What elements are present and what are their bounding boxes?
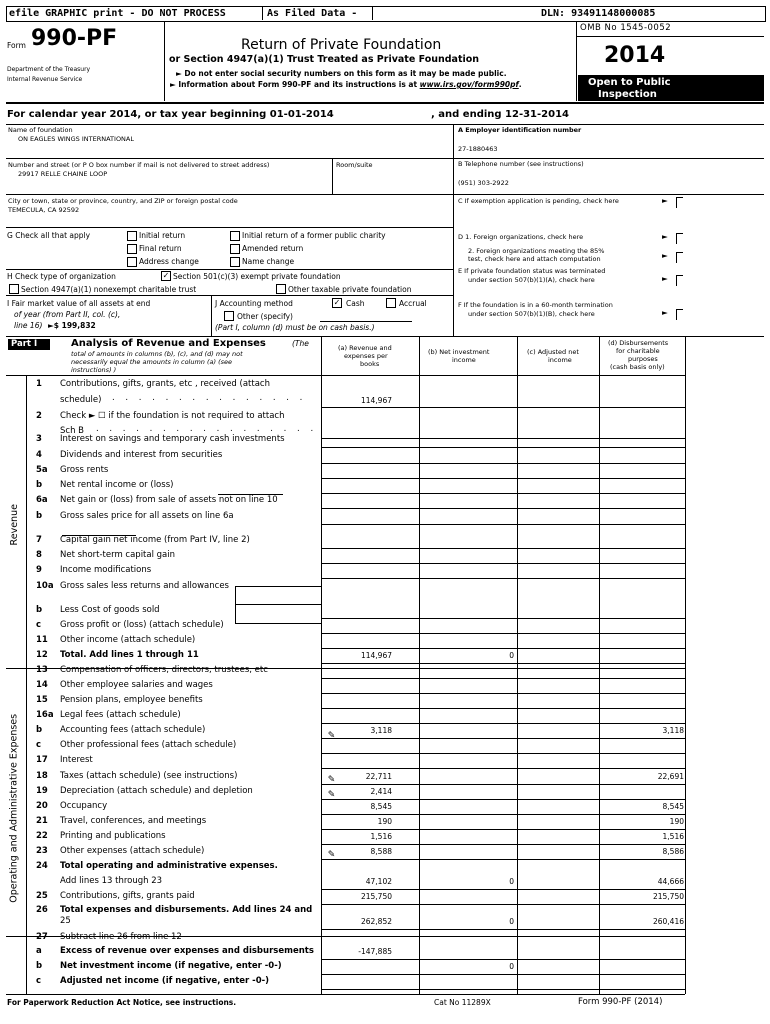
row-sep bbox=[322, 768, 685, 769]
row-dots: . . . . . . . . . . . . . . . . . bbox=[96, 424, 318, 434]
d2-arrow: ► bbox=[662, 251, 668, 260]
row-label: Income modifications bbox=[60, 565, 152, 575]
cell-b: 0 bbox=[509, 962, 514, 971]
row-sep bbox=[322, 548, 685, 549]
row-label: Contributions, gifts, grants, etc , received (attach bbox=[60, 379, 270, 389]
row-num: a bbox=[36, 946, 42, 956]
row-sep bbox=[322, 859, 685, 860]
org-line-3 bbox=[6, 227, 453, 228]
row-num: 7 bbox=[36, 535, 42, 545]
cell-a: 3,118 bbox=[370, 726, 392, 735]
row-num: b bbox=[36, 605, 43, 615]
street-label: Number and street (or P O box number if mail is not delivered to street address) bbox=[8, 161, 270, 169]
org-divider bbox=[453, 124, 454, 336]
row-sep bbox=[322, 407, 685, 408]
row-num: 16a bbox=[36, 710, 54, 720]
other-method-checkbox[interactable] bbox=[224, 311, 234, 321]
omb-line bbox=[576, 36, 764, 37]
5b-line bbox=[218, 494, 283, 495]
row-sep bbox=[322, 738, 685, 739]
attachment-icon[interactable]: ✎ bbox=[327, 850, 336, 860]
attachment-icon[interactable]: ✎ bbox=[327, 790, 336, 800]
row-sep bbox=[322, 974, 685, 975]
row-label: Interest bbox=[60, 755, 93, 765]
row-sep bbox=[322, 678, 685, 679]
amended-return-checkbox[interactable] bbox=[230, 244, 240, 254]
cell-a: 8,545 bbox=[370, 802, 392, 811]
row-num: 2 bbox=[36, 411, 42, 421]
g-label: G Check all that apply bbox=[7, 231, 91, 240]
e-label-2: under section 507(b)(1)(A), check here bbox=[468, 276, 595, 284]
foundation-name-label: Name of foundation bbox=[8, 126, 73, 134]
row-label: Capital gain net income (from Part IV, line 2) bbox=[60, 535, 250, 545]
row-label: Add lines 13 through 23 bbox=[60, 876, 163, 886]
row-sep bbox=[322, 663, 685, 664]
phone-value: (951) 303-2922 bbox=[458, 179, 509, 187]
row-num: 14 bbox=[36, 680, 48, 690]
ein-label: A Employer identification number bbox=[458, 126, 582, 134]
room-divider bbox=[332, 158, 333, 194]
row-label: Depreciation (attach schedule) and depletion bbox=[60, 786, 253, 796]
side-divider bbox=[26, 375, 27, 994]
fmv-value: ►$ 199,832 bbox=[48, 321, 96, 330]
row-label: Gross rents bbox=[60, 465, 109, 475]
j-label: J Accounting method bbox=[215, 299, 293, 308]
row-sep bbox=[322, 829, 685, 830]
row-label: Net gain or (loss) from sale of assets not on line 10 bbox=[60, 495, 278, 505]
other-method-label: Other (specify) bbox=[237, 312, 293, 321]
row-label: Travel, conferences, and meetings bbox=[60, 816, 207, 826]
row-sep bbox=[322, 753, 685, 754]
row-num: 1 bbox=[36, 379, 42, 389]
f-checkbox[interactable] bbox=[676, 309, 683, 320]
cell-d: 3,118 bbox=[662, 726, 684, 735]
part1-desc-3: instructions) ) bbox=[71, 366, 117, 374]
year-divider bbox=[576, 21, 577, 101]
header-divider-2 bbox=[372, 6, 373, 20]
row-num: 20 bbox=[36, 801, 48, 811]
row-num: 9 bbox=[36, 565, 42, 575]
c-arrow: ► bbox=[662, 196, 668, 205]
irs-link[interactable]: www.irs.gov/form990pf bbox=[419, 80, 519, 89]
row-num: 13 bbox=[36, 665, 48, 675]
row-num: 26 bbox=[36, 905, 48, 915]
cell-d: 22,691 bbox=[657, 772, 684, 781]
cell-a: 114,967 bbox=[360, 651, 392, 660]
row-label: Net investment income (if negative, enter -0-) bbox=[60, 961, 282, 971]
row-num: 6a bbox=[36, 495, 48, 505]
row-sep bbox=[322, 648, 685, 649]
row-label: Other professional fees (attach schedule) bbox=[60, 740, 237, 750]
row-num: b bbox=[36, 725, 43, 735]
footer-form: Form 990-PF (2014) bbox=[578, 997, 663, 1007]
row-num: b bbox=[36, 480, 43, 490]
cash-label: Cash bbox=[346, 299, 365, 308]
row-label: Pension plans, employee benefits bbox=[60, 695, 203, 705]
ij-divider bbox=[211, 295, 212, 336]
row-label: Accounting fees (attach schedule) bbox=[60, 725, 206, 735]
cell-d: 1,516 bbox=[662, 832, 684, 841]
10a-mid bbox=[235, 604, 321, 605]
row-num: 8 bbox=[36, 550, 42, 560]
i-label-3: line 16) bbox=[14, 321, 43, 330]
e-checkbox[interactable] bbox=[676, 275, 683, 286]
row-num: 27 bbox=[36, 932, 48, 942]
row-num: 3 bbox=[36, 434, 42, 444]
row-label: 25 bbox=[60, 916, 71, 926]
ein-value: 27-1880463 bbox=[458, 145, 498, 153]
notice-ssn: ► Do not enter social security numbers on this form as it may be made public. bbox=[176, 69, 507, 78]
row-label: Net rental income or (loss) bbox=[60, 480, 174, 490]
row-label: Other expenses (attach schedule) bbox=[60, 846, 205, 856]
d1-label: D 1. Foreign organizations, check here bbox=[458, 233, 584, 241]
name-change-checkbox[interactable] bbox=[230, 257, 240, 267]
foundation-name: ON EAGLES WINGS INTERNATIONAL bbox=[18, 135, 134, 143]
row-sep bbox=[322, 844, 685, 845]
row-sep bbox=[322, 784, 685, 785]
row-sep bbox=[322, 904, 685, 905]
row-sep bbox=[322, 723, 685, 724]
row-label: Compensation of officers, directors, trustees, etc bbox=[60, 665, 268, 675]
row-num: 4 bbox=[36, 450, 42, 460]
form-number: 990-PF bbox=[31, 26, 118, 51]
row-label: Subtract line 26 from line 12 bbox=[60, 932, 182, 942]
cell-d: 215,750 bbox=[652, 892, 684, 901]
row-label: Total. Add lines 1 through 11 bbox=[60, 650, 199, 660]
c-exemption-label: C If exemption application is pending, check here bbox=[458, 197, 619, 205]
row-label: Taxes (attach schedule) (see instructions) bbox=[60, 771, 238, 781]
row-num: 11 bbox=[36, 635, 48, 645]
row-label: Less Cost of goods sold bbox=[60, 605, 160, 615]
row-label: Gross profit or (loss) (attach schedule) bbox=[60, 620, 224, 630]
row-sep bbox=[322, 989, 685, 990]
header-divider bbox=[262, 6, 263, 20]
row-num: 17 bbox=[36, 755, 48, 765]
final-return-checkbox[interactable] bbox=[127, 244, 137, 254]
c-checkbox[interactable] bbox=[676, 197, 683, 208]
cell-a: 1,516 bbox=[370, 832, 392, 841]
as-filed-label: As Filed Data - bbox=[267, 8, 358, 19]
row-num: b bbox=[36, 961, 43, 971]
part1-top-line bbox=[6, 336, 764, 337]
cell-a: 8,588 bbox=[370, 847, 392, 856]
tax-year: 2014 bbox=[604, 43, 666, 68]
row-label: Occupancy bbox=[60, 801, 108, 811]
row-label: Sch B bbox=[60, 426, 84, 436]
d2-checkbox[interactable] bbox=[676, 252, 683, 263]
row-sep bbox=[322, 563, 685, 564]
footer-cat: Cat No 11289X bbox=[434, 998, 491, 1007]
part1-title: Analysis of Revenue and Expenses bbox=[71, 338, 266, 349]
d2-label-a: 2. Foreign organizations meeting the 85% bbox=[468, 247, 605, 255]
row-label: Other employee salaries and wages bbox=[60, 680, 213, 690]
cell-d: 8,545 bbox=[662, 802, 684, 811]
cell-d: 260,416 bbox=[652, 917, 684, 926]
side-expenses: Operating and Administrative Expenses bbox=[8, 713, 20, 903]
dept-irs: Internal Revenue Service bbox=[7, 76, 83, 83]
efile-label: efile GRAPHIC print - DO NOT PROCESS bbox=[9, 8, 226, 19]
e-label-1: E If private foundation status was terminated bbox=[458, 267, 606, 275]
4947-checkbox[interactable] bbox=[9, 284, 19, 294]
row-sep bbox=[322, 799, 685, 800]
row-sep bbox=[322, 493, 685, 494]
cell-a: 2,414 bbox=[370, 787, 392, 796]
row-label: Excess of revenue over expenses and disbursements bbox=[60, 946, 314, 956]
row-dots: . . . . . . . . . . . . . . . bbox=[112, 393, 307, 403]
cell-a: 262,852 bbox=[360, 917, 392, 926]
row-label: Gross sales price for all assets on line 6a bbox=[60, 511, 234, 521]
accrual-checkbox[interactable] bbox=[386, 298, 396, 308]
part1-tag: Part I bbox=[11, 339, 38, 349]
calendar-bottom-line bbox=[6, 124, 764, 125]
cash-checkbox[interactable]: ✓ bbox=[333, 298, 341, 307]
row-num: c bbox=[36, 620, 42, 630]
row-sep bbox=[322, 618, 685, 619]
col-b-head-2: income bbox=[452, 356, 476, 364]
other-specify-line bbox=[320, 321, 412, 322]
section-sep bbox=[6, 936, 685, 937]
city-value: TEMECULA, CA 92592 bbox=[8, 206, 80, 214]
form-subtitle: or Section 4947(a)(1) Trust Treated as Private Foundation bbox=[169, 54, 480, 65]
row-label: schedule) bbox=[60, 395, 102, 405]
notice-info: ► Information about Form 990-PF and its instructions is at www.irs.gov/form990pf. bbox=[170, 80, 522, 89]
street-value: 29917 RELLE CHAINE LOOP bbox=[18, 170, 108, 178]
phone-label: B Telephone number (see instructions) bbox=[458, 160, 584, 168]
6b-line bbox=[62, 535, 136, 536]
e-arrow: ► bbox=[662, 274, 668, 283]
row-num: 22 bbox=[36, 831, 48, 841]
grid-col-b-left bbox=[419, 336, 420, 994]
row-num: 25 bbox=[36, 891, 48, 901]
col-d-head-1: (d) Disbursements bbox=[608, 339, 669, 347]
row-num: 12 bbox=[36, 650, 48, 660]
address-change-checkbox[interactable] bbox=[127, 257, 137, 267]
row-num: 23 bbox=[36, 846, 48, 856]
side-revenue: Revenue bbox=[8, 504, 20, 546]
row-num: 24 bbox=[36, 861, 48, 871]
org-line-2 bbox=[6, 194, 764, 195]
row-num: 5a bbox=[36, 465, 48, 475]
col-b-head-1: (b) Net investment bbox=[428, 348, 490, 356]
10a-box bbox=[235, 586, 322, 624]
accrual-label: Accrual bbox=[399, 299, 427, 308]
final-return-label: Final return bbox=[139, 244, 182, 253]
grid-right bbox=[685, 336, 686, 994]
cell-a: 190 bbox=[377, 817, 392, 826]
row-sep bbox=[322, 478, 685, 479]
attachment-icon[interactable]: ✎ bbox=[327, 775, 336, 785]
cell-b: 0 bbox=[509, 877, 514, 886]
4947-label: Section 4947(a)(1) nonexempt charitable trust bbox=[21, 285, 197, 294]
initial-return-checkbox[interactable] bbox=[127, 231, 137, 241]
row-label: Total expenses and disbursements. Add lines 24 and bbox=[60, 905, 313, 915]
form-prefix: Form bbox=[7, 41, 26, 50]
row-sep bbox=[322, 708, 685, 709]
col-a-head-3: books bbox=[360, 360, 380, 368]
d1-checkbox[interactable] bbox=[676, 233, 683, 244]
row-num: b bbox=[36, 511, 43, 521]
amended-return-label: Amended return bbox=[242, 244, 304, 253]
cell-a: 114,967 bbox=[360, 396, 392, 405]
i-label-2: of year (from Part II, col. (c), bbox=[14, 310, 121, 319]
row-sep bbox=[322, 959, 685, 960]
cell-b: 0 bbox=[509, 917, 514, 926]
calendar-top-line bbox=[6, 102, 764, 104]
part1-head-bottom bbox=[6, 375, 685, 376]
row-sep bbox=[322, 814, 685, 815]
cell-a: 47,102 bbox=[365, 877, 392, 886]
dept-treasury: Department of the Treasury bbox=[7, 66, 91, 73]
cell-d: 190 bbox=[669, 817, 684, 826]
row-sep bbox=[322, 438, 685, 439]
row-num: 10a bbox=[36, 581, 54, 591]
row-label: Net short-term capital gain bbox=[60, 550, 176, 560]
h-label: H Check type of organization bbox=[7, 272, 116, 281]
part1-title-note: (The bbox=[292, 339, 309, 348]
row-num: c bbox=[36, 740, 42, 750]
part1-desc-2: necessarily equal the amounts in column (a) (see bbox=[71, 358, 233, 366]
row-label: Check ► ☐ if the foundation is not required to attach bbox=[60, 411, 285, 421]
footer-paperwork: For Paperwork Reduction Act Notice, see instructions. bbox=[7, 998, 237, 1007]
cell-a: 22,711 bbox=[365, 772, 392, 781]
omb-number: OMB No 1545-0052 bbox=[580, 23, 672, 33]
address-change-label: Address change bbox=[139, 257, 199, 266]
d2-label-b: test, check here and attach computation bbox=[468, 255, 601, 263]
other-taxable-checkbox[interactable] bbox=[276, 284, 286, 294]
501c3-label: Section 501(c)(3) exempt private foundation bbox=[173, 272, 341, 281]
row-label: Contributions, gifts, grants paid bbox=[60, 891, 195, 901]
city-label: City or town, state or province, country, and ZIP or foreign postal code bbox=[8, 197, 238, 205]
row-sep bbox=[322, 929, 685, 930]
d1-arrow: ► bbox=[662, 232, 668, 241]
initial-former-checkbox[interactable] bbox=[230, 231, 240, 241]
col-d-head-3: purposes bbox=[628, 355, 658, 363]
org-line-1 bbox=[6, 158, 764, 159]
open-public-1: Open to Public bbox=[588, 77, 671, 88]
row-num: 15 bbox=[36, 695, 48, 705]
grid-col-c-left bbox=[517, 336, 518, 994]
row-sep bbox=[322, 447, 685, 448]
col-c-head-2: income bbox=[548, 356, 572, 364]
cell-a: 215,750 bbox=[360, 892, 392, 901]
row-label: Legal fees (attach schedule) bbox=[60, 710, 181, 720]
row-sep bbox=[322, 524, 685, 525]
open-public-2: Inspection bbox=[598, 89, 657, 100]
col-c-head-1: (c) Adjusted net bbox=[527, 348, 579, 356]
form-divider bbox=[164, 21, 165, 101]
dln-label: DLN: 93491148000085 bbox=[541, 8, 656, 19]
h-top-line bbox=[6, 269, 453, 270]
f-label-1: F If the foundation is in a 60-month termination bbox=[458, 301, 613, 309]
cell-d: 44,666 bbox=[657, 877, 684, 886]
col-d-head-4: (cash basis only) bbox=[610, 363, 665, 371]
table-bottom bbox=[6, 994, 685, 995]
part1-desc-1: total of amounts in columns (b), (c), and (d) may not bbox=[71, 350, 243, 358]
f-label-2: under section 507(b)(1)(B), check here bbox=[468, 310, 595, 318]
h-bottom-line bbox=[6, 295, 453, 296]
initial-former-label: Initial return of a former public charity bbox=[242, 231, 386, 240]
attachment-icon[interactable]: ✎ bbox=[327, 731, 336, 741]
row-num: 21 bbox=[36, 816, 48, 826]
other-taxable-label: Other taxable private foundation bbox=[288, 285, 412, 294]
cell-d: 8,586 bbox=[662, 847, 684, 856]
row-label: Total operating and administrative expenses. bbox=[60, 861, 278, 871]
room-label: Room/suite bbox=[336, 161, 373, 169]
row-sep bbox=[322, 693, 685, 694]
row-sep bbox=[322, 633, 685, 634]
row-sep bbox=[322, 578, 685, 579]
f-arrow: ► bbox=[662, 308, 668, 317]
row-sep bbox=[322, 463, 685, 464]
501c3-checkbox[interactable]: ✓ bbox=[162, 271, 170, 280]
name-change-label: Name change bbox=[242, 257, 295, 266]
col-a-head-2: expenses per bbox=[344, 352, 388, 360]
form-title: Return of Private Foundation bbox=[241, 37, 442, 53]
row-label: Gross sales less returns and allowances bbox=[60, 581, 229, 591]
section-sep bbox=[6, 668, 685, 669]
cash-basis-note: (Part I, column (d) must be on cash basis.) bbox=[215, 323, 375, 332]
col-a-head-1: (a) Revenue and bbox=[338, 344, 392, 352]
row-label: Dividends and interest from securities bbox=[60, 450, 223, 460]
i-label-1: I Fair market value of all assets at end bbox=[7, 299, 151, 308]
row-label: Other income (attach schedule) bbox=[60, 635, 196, 645]
col-d-head-2: for charitable bbox=[616, 347, 660, 355]
row-sep bbox=[322, 889, 685, 890]
cell-b: 0 bbox=[509, 651, 514, 660]
row-label: Adjusted net income (if negative, enter -0-) bbox=[60, 976, 270, 986]
row-num: c bbox=[36, 976, 42, 986]
row-label: Printing and publications bbox=[60, 831, 166, 841]
row-num: 18 bbox=[36, 771, 48, 781]
initial-return-label: Initial return bbox=[139, 231, 186, 240]
row-num: 19 bbox=[36, 786, 48, 796]
cell-a: -147,885 bbox=[358, 947, 392, 956]
row-sep bbox=[322, 508, 685, 509]
calendar-begin: For calendar year 2014, or tax year beginning 01-01-2014 bbox=[7, 109, 334, 120]
row-label: Interest on savings and temporary cash investments bbox=[60, 434, 285, 444]
calendar-end: , and ending 12-31-2014 bbox=[431, 109, 569, 120]
